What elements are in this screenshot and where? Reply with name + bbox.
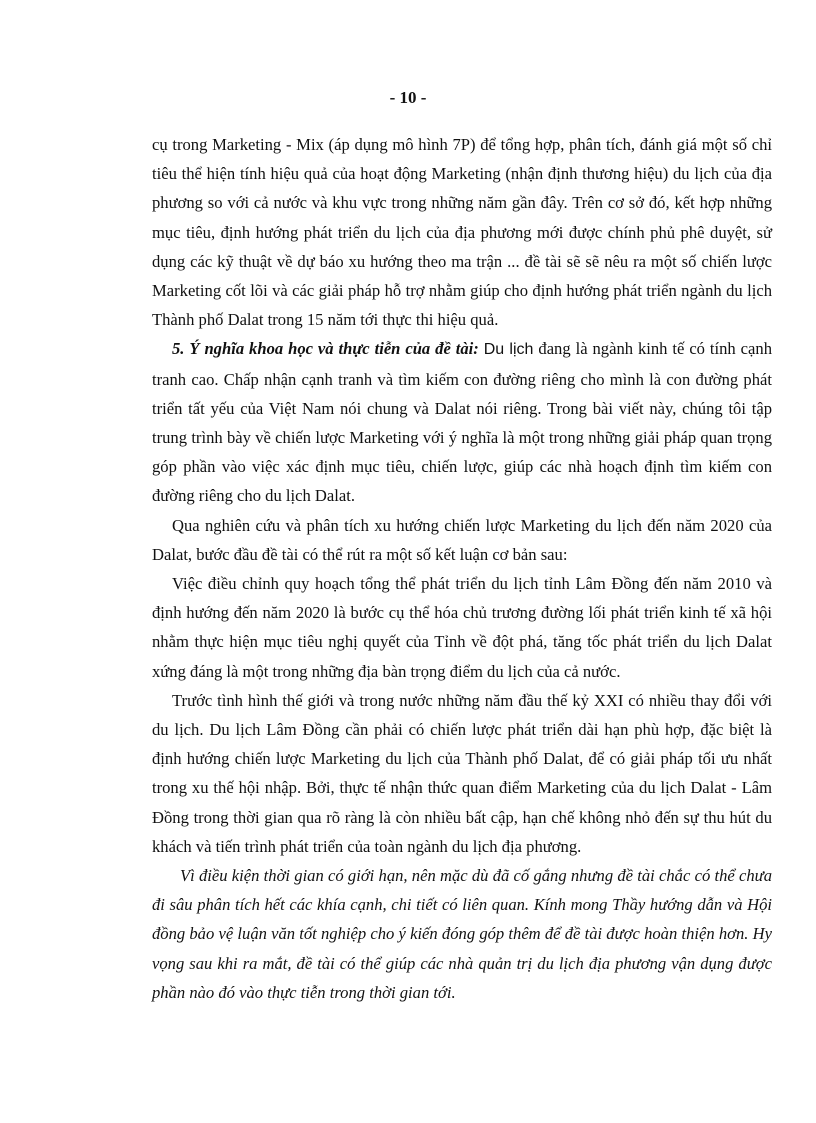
body-text: [152, 130, 772, 1007]
paragraph-closing: Vì điều kiện thời gian có giới hạn, nên mặc dù đã cố gắng nhưng đề tài chắc có thể chưa đi sâu phân tích hết các khía cạnh, chi tiết có liên quan. Kính mong Thầy hướng dẫn và Hội đồng bảo vệ luận văn tốt nghiệp cho ý kiến đóng góp thêm để đề tài được hoàn thiện hơn. Hy vọng sau khi ra mắt, đề tài có thể giúp các nhà quản trị du lịch địa phương vận dụng được phần nào đó vào thực tiễn trong thời gian tới.: [152, 866, 772, 1002]
paragraph-context: Trước tình hình thế giới và trong nước những năm đầu thế kỷ XXI có nhiều thay đổi với du lịch. Du lịch Lâm Đồng cần phải có chiến lược phát triển dài hạn phù hợp, đặc biệt là định hướng chiến lược Marketing du lịch của Thành phố Dalat, để có giải pháp tối ưu nhất trong xu thế hội nhập. Bởi, thực tế nhận thức quan điểm Marketing của du lịch Dalat - Lâm Đồng trong thời gian qua rõ ràng là còn nhiều bất cập, hạn chế không nhỏ đến sự thu hút du khách và tiến trình phát triển của toàn ngành du lịch địa phương.: [152, 690, 772, 856]
paragraph-planning: Việc điều chỉnh quy hoạch tổng thể phát triển du lịch tỉnh Lâm Đồng đến năm 2010 và định hướng đến năm 2020 là bước cụ thể hóa chủ trương đường lối phát triển kinh tế xã hội nhằm thực hiện mục tiêu nghị quyết của Tỉnh về đột phá, tăng tốc phát triển du lịch Dalat xứng đáng là một trong những địa bàn trọng điểm du lịch của cả nước.: [152, 574, 772, 681]
section-body: đang là ngành kinh tế có tính cạnh tranh cao. Chấp nhận cạnh tranh và tìm kiếm con đường riêng cho mình là con đường phát triển tất yếu của Việt Nam nói chung và Dalat nói riêng. Trong bài viết này, chúng tôi tập trung trình bày về chiến lược Marketing với ý nghĩa là một trong những giải pháp quan trọng góp phần vào việc xác định mục tiêu, chiến lược, giúp các nhà hoạch định tìm kiếm con đường riêng cho du lịch Dalat.: [152, 339, 772, 506]
page-number: - 10 -: [389, 88, 427, 107]
section-heading: 5. Ý nghĩa khoa học và thực tiễn của đề tài:: [172, 339, 479, 359]
paragraph-section-5: [152, 334, 772, 510]
paragraph-continuation: cụ trong Marketing - Mix (áp dụng mô hình 7P) để tổng hợp, phân tích, đánh giá một số chỉ tiêu thể hiện tính hiệu quả của hoạt động Marketing (nhận định thương hiệu) du lịch của địa phương so với cả nước và khu vực trong những năm gần đây. Trên cơ sở đó, kết hợp những mục tiêu, định hướng phát triển du lịch của địa phương mới được chính phủ phê duyệt, sử dụng các kỹ thuật về dự báo xu hướng theo ma trận ... đề tài sẽ sẽ nêu ra một số chiến lược Marketing cốt lõi và các giải pháp hỗ trợ nhằm giúp cho định hướng phát triển ngành du lịch Thành phố Dalat trong 15 năm tới thực thi hiệu quả.: [152, 135, 772, 330]
paragraph-research: Qua nghiên cứu và phân tích xu hướng chiến lược Marketing du lịch đến năm 2020 của Dalat, bước đầu đề tài có thể rút ra một số kết luận cơ bản sau:: [152, 515, 772, 564]
section-lead-word: Du lịch: [483, 341, 534, 359]
